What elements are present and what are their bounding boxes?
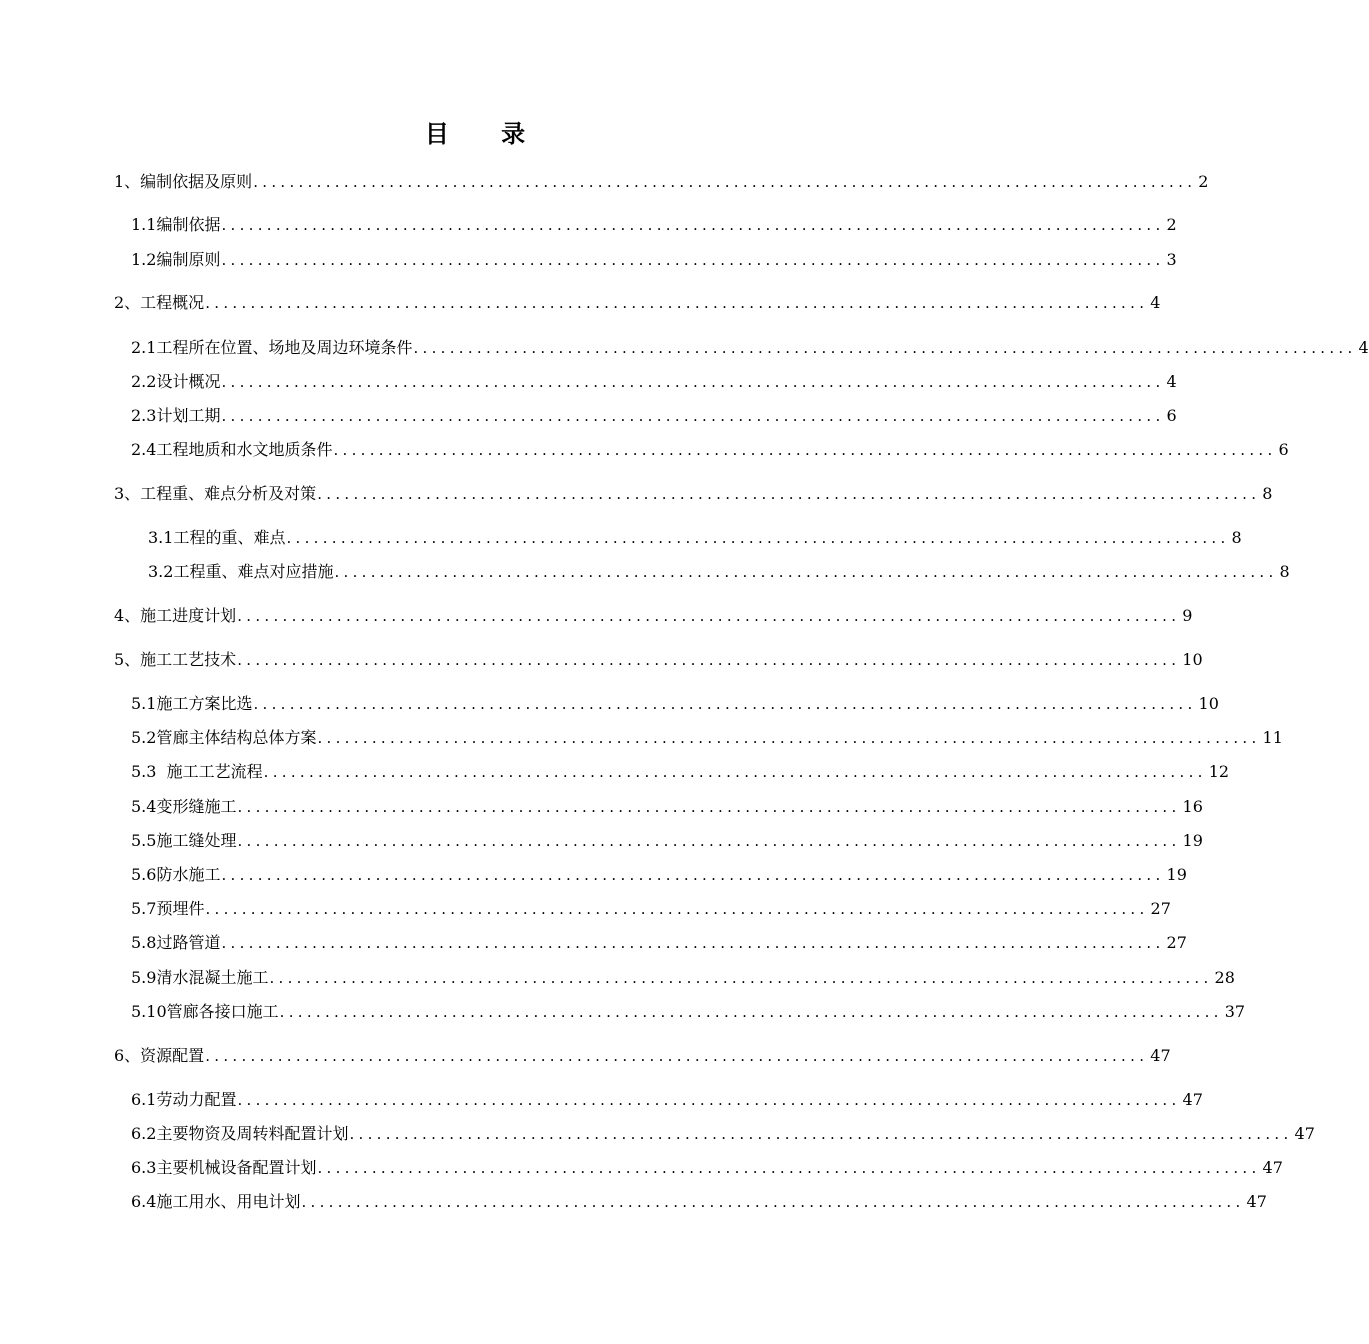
toc-page-number: 2	[1198, 172, 1209, 191]
toc-page-number: 27	[1166, 933, 1187, 952]
toc-entry[interactable]	[131, 369, 1177, 393]
toc-dot-leader: ........................................................................................................	[317, 1159, 1261, 1177]
toc-entry-label: 5.9清水混凝土施工	[131, 968, 269, 987]
toc-dot-leader: ........................................................................................................	[253, 173, 1197, 191]
toc-page-number: 12	[1208, 762, 1230, 781]
toc-page-number: 4	[1150, 293, 1161, 312]
toc-page-number: 4	[1166, 372, 1177, 391]
toc-dot-leader: ........................................................................................................	[413, 339, 1357, 357]
toc-page-number: 19	[1166, 865, 1187, 884]
toc-dot-leader: ........................................................................................................	[237, 607, 1181, 625]
toc-entry-label: 2、工程概况	[114, 293, 205, 312]
toc-page-number: 19	[1182, 831, 1203, 850]
toc-entry-label: 5.7预埋件	[131, 899, 205, 918]
toc-entry[interactable]	[114, 290, 1161, 314]
toc-entry[interactable]	[131, 335, 1369, 359]
toc-dot-leader: ........................................................................................................	[221, 866, 1165, 884]
toc-entry[interactable]	[131, 247, 1177, 271]
toc-dot-leader: ........................................................................................................	[221, 216, 1165, 234]
toc-entry[interactable]	[148, 559, 1290, 583]
toc-dot-leader: ........................................................................................................	[205, 900, 1149, 918]
toc-dot-leader: ........................................................................................................	[279, 1003, 1223, 1021]
toc-page-number: 8	[1279, 562, 1290, 581]
toc-dot-leader: ........................................................................................................	[205, 1047, 1149, 1065]
toc-entry-label: 3、工程重、难点分析及对策	[114, 484, 317, 503]
toc-entry-label: 3.1工程的重、难点	[148, 528, 286, 547]
toc-dot-leader: ........................................................................................................	[317, 729, 1261, 747]
toc-entry-label: 5.5施工缝处理	[131, 831, 237, 850]
toc-entry-label: 3.2工程重、难点对应措施	[148, 562, 334, 581]
toc-page-number: 28	[1214, 968, 1235, 987]
toc-entry[interactable]	[131, 1121, 1315, 1145]
toc-entry-label: 2.4工程地质和水文地质条件	[131, 440, 333, 459]
toc-dot-leader: ........................................................................................................	[221, 373, 1165, 391]
toc-entry-label: 6.4施工用水、用电计划	[131, 1192, 301, 1211]
page-title: 目 录	[424, 119, 548, 148]
toc-page-number: 47	[1246, 1192, 1267, 1211]
toc-entry[interactable]	[131, 999, 1246, 1023]
toc-entry[interactable]	[114, 647, 1203, 671]
toc-page-number: 27	[1150, 899, 1171, 918]
toc-entry[interactable]	[131, 212, 1177, 236]
toc-entry[interactable]	[131, 1087, 1203, 1111]
toc-entry-label: 1.2编制原则	[131, 250, 221, 269]
toc-dot-leader: ........................................................................................................	[333, 441, 1277, 459]
toc-page-number: 2	[1166, 215, 1177, 234]
toc-entry[interactable]	[114, 1043, 1171, 1067]
toc-page-number: 10	[1198, 694, 1219, 713]
toc-entry[interactable]	[131, 1189, 1267, 1213]
toc-dot-leader: ........................................................................................................	[317, 485, 1261, 503]
toc-dot-leader: ........................................................................................................	[269, 969, 1213, 987]
toc-entry-label: 2.1工程所在位置、场地及周边环境条件	[131, 338, 413, 357]
toc-page-number: 47	[1294, 1124, 1315, 1143]
toc-entry-label: 5.8过路管道	[131, 933, 221, 952]
toc-entry[interactable]	[131, 403, 1177, 427]
toc-dot-leader: ........................................................................................................	[221, 251, 1165, 269]
toc-page-number: 47	[1150, 1046, 1171, 1065]
toc-page-number: 37	[1224, 1002, 1246, 1021]
toc-dot-leader: ........................................................................................................	[237, 832, 1181, 850]
toc-page-number: 16	[1182, 797, 1203, 816]
toc-dot-leader: ........................................................................................................	[205, 294, 1149, 312]
toc-entry-label: 5.4变形缝施工	[131, 797, 237, 816]
toc-entry-label: 5、施工工艺技术	[114, 650, 237, 669]
toc-entry-label: 6.1劳动力配置	[131, 1090, 237, 1109]
toc-page-number: 8	[1262, 484, 1273, 503]
toc-entry-label: 5.6防水施工	[131, 865, 221, 884]
toc-entry[interactable]	[131, 1155, 1283, 1179]
toc-entry-label: 5.10管廊各接口施工	[131, 1002, 279, 1021]
toc-entry-label: 1.1编制依据	[131, 215, 221, 234]
toc-page-number: 9	[1182, 606, 1193, 625]
toc-entry[interactable]	[114, 481, 1273, 505]
toc-entry-label: 5.3 施工工艺流程	[131, 762, 263, 781]
toc-entry-label: 4、施工进度计划	[114, 606, 237, 625]
toc-page-number: 6	[1166, 406, 1177, 425]
toc-entry[interactable]	[131, 965, 1235, 989]
toc-entry-label: 2.3计划工期	[131, 406, 221, 425]
toc-entry[interactable]	[131, 725, 1283, 749]
toc-dot-leader: ........................................................................................................	[221, 934, 1165, 952]
toc-entry[interactable]	[114, 603, 1193, 627]
toc-entry-label: 6.3主要机械设备配置计划	[131, 1158, 317, 1177]
toc-page-number: 47	[1182, 1090, 1203, 1109]
toc-entry[interactable]	[131, 930, 1187, 954]
toc-dot-leader: ........................................................................................................	[253, 695, 1197, 713]
toc-page-number: 6	[1278, 440, 1289, 459]
toc-entry[interactable]	[131, 862, 1187, 886]
toc-dot-leader: ........................................................................................................	[237, 651, 1181, 669]
toc-entry[interactable]	[131, 759, 1230, 783]
toc-dot-leader: ........................................................................................................	[237, 798, 1181, 816]
toc-page-number: 11	[1262, 728, 1283, 747]
toc-entry-label: 6.2主要物资及周转料配置计划	[131, 1124, 349, 1143]
toc-page-number: 4	[1358, 338, 1369, 357]
toc-entry[interactable]	[131, 691, 1219, 715]
toc-page-number: 8	[1231, 528, 1242, 547]
toc-dot-leader: ........................................................................................................	[286, 529, 1230, 547]
toc-page-number: 10	[1182, 650, 1203, 669]
toc-entry-label: 5.2管廊主体结构总体方案	[131, 728, 317, 747]
toc-entry[interactable]	[131, 896, 1171, 920]
toc-dot-leader: ........................................................................................................	[221, 407, 1165, 425]
toc-dot-leader: ........................................................................................................	[334, 563, 1278, 581]
toc-entry-label: 2.2设计概况	[131, 372, 221, 391]
toc-dot-leader: ........................................................................................................	[237, 1091, 1181, 1109]
toc-page-number: 47	[1262, 1158, 1283, 1177]
toc-page-number: 3	[1166, 250, 1177, 269]
toc-entry-label: 1、编制依据及原则	[114, 172, 253, 191]
toc-entry-label: 5.1施工方案比选	[131, 694, 253, 713]
toc-dot-leader: ........................................................................................................	[263, 763, 1207, 781]
toc-entry[interactable]	[131, 828, 1203, 852]
toc-entry[interactable]	[131, 437, 1289, 461]
toc-dot-leader: ........................................................................................................	[349, 1125, 1293, 1143]
toc-entry-label: 6、资源配置	[114, 1046, 205, 1065]
toc-entry[interactable]	[114, 169, 1209, 193]
toc-entry[interactable]	[148, 525, 1242, 549]
toc-dot-leader: ........................................................................................................	[301, 1193, 1245, 1211]
toc-entry[interactable]	[131, 794, 1203, 818]
